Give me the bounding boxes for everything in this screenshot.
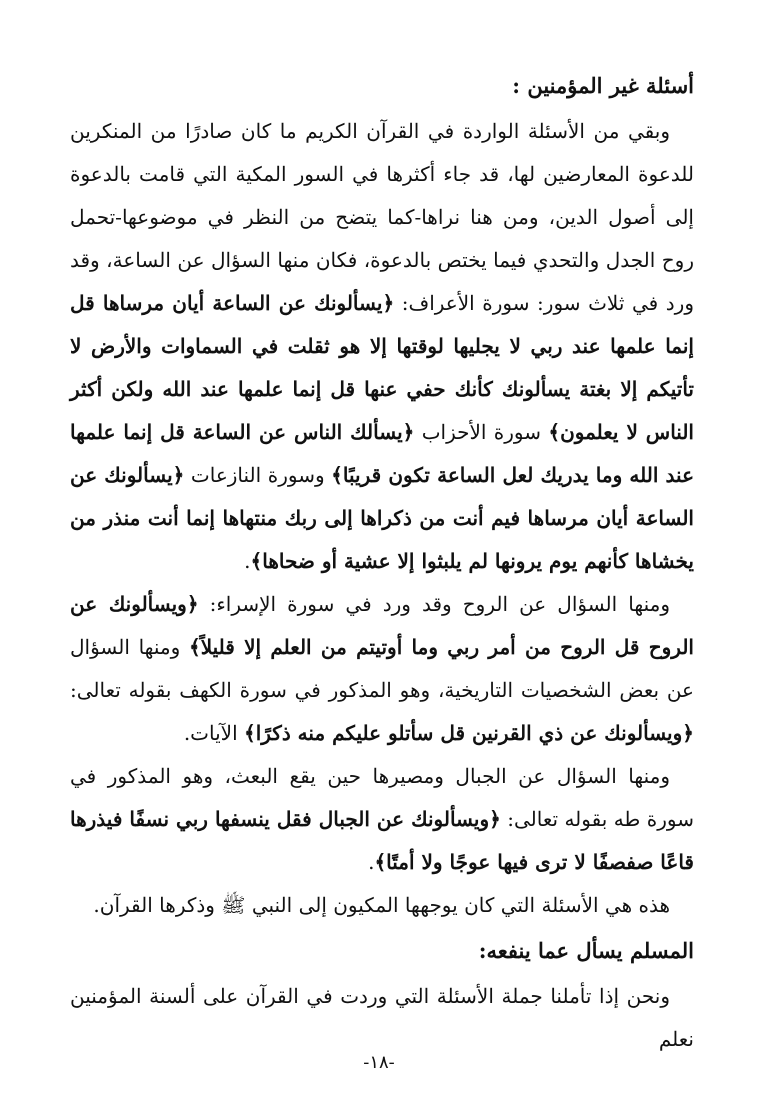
paragraph-mountains-question <box>70 755 694 884</box>
paragraph-text: سورة الأحزاب <box>414 420 549 444</box>
paragraph-text: وبقي من الأسئلة الواردة في القرآن الكريم ما كان صادرًا من المنكرين للدعوة المعارضين لها، قد جاء أكثرها في السور المكية التي قامت بالدعوة إلى أصول الدين، ومن هنا نراها-كما يتضح من النظر في موضوعها-تحمل روح الجدل والتحدي فيما يختص بالدعوة، فكان منها السؤال عن الساعة، وقد ورد في ثلاث سور: سورة الأعراف: <box>70 119 694 315</box>
subsection-heading: المسلم يسأل عما ينفعه: <box>478 938 694 963</box>
quran-verse-isra: ﴿ويسألونك عن الروح قل الروح من أمر ربي وما أوتيتم من العلم إلا قليلاً﴾ <box>70 592 694 659</box>
quran-verse-araf: ﴿يسألونك عن الساعة أيان مرساها قل إنما علمها عند ربي لا يجليها لوقتها إلا هو ثقلت في السماوات والأرض لا تأتيكم إلا بغتة يسألونك كأنك حفي عنها قل إنما علمها عند الله ولكن أكثر الناس لا يعلمون﴾ <box>70 291 694 444</box>
paragraph-text: الآيات. <box>183 721 244 745</box>
paragraph-text: ومنها السؤال عن الجبال ومصيرها حين يقع البعث، وهو المذكور في سورة طه بقوله تعالى: <box>70 764 694 831</box>
section-heading: أسئلة غير المؤمنين : <box>512 73 694 98</box>
paragraph-spirit-question <box>70 583 694 755</box>
paragraph-summary: هذه هي الأسئلة التي كان يوجهها المكيون إلى النبي ﷺ وذكرها القرآن. <box>93 893 670 917</box>
paragraph-text: . <box>368 850 375 874</box>
paragraph-hour-question <box>70 110 694 583</box>
paragraph-believers: ونحن إذا تأملنا جملة الأسئلة التي وردت في القرآن على ألسنة المؤمنين نعلم <box>70 984 694 1051</box>
quran-verse-kahf: ﴿ويسألونك عن ذي القرنين قل سأتلو عليكم منه ذكرًا﴾ <box>243 721 694 745</box>
paragraph-text: ومنها السؤال عن بعض الشخصيات التاريخية، وهو المذكور في سورة الكهف بقوله تعالى: <box>70 635 694 702</box>
paragraph-text: ومنها السؤال عن الروح وقد ورد في سورة الإسراء: <box>198 592 670 616</box>
quran-verse-taha: ﴿ويسألونك عن الجبال فقل ينسفها ربي نسفًا فيذرها قاعًا صفصفًا لا ترى فيها عوجًا ولا أمتًا﴾ <box>70 807 694 874</box>
quran-verse-ahzab: ﴿يسألك الناس عن الساعة قل إنما علمها عند الله وما يدريك لعل الساعة تكون قريبًا﴾ <box>70 420 694 487</box>
paragraph-text: . <box>244 549 251 573</box>
page-content <box>70 62 694 1061</box>
paragraph-text: وسورة النازعات <box>184 463 332 487</box>
quran-verse-naziat: ﴿يسألونك عن الساعة أيان مرساها فيم أنت من ذكراها إلى ربك منتهاها إنما أنت منذر من يخشاها كأنهم يوم يرونها لم يلبثوا إلا عشية أو ضحاها﴾ <box>70 463 694 573</box>
page-number: -١٨- <box>363 1052 395 1073</box>
